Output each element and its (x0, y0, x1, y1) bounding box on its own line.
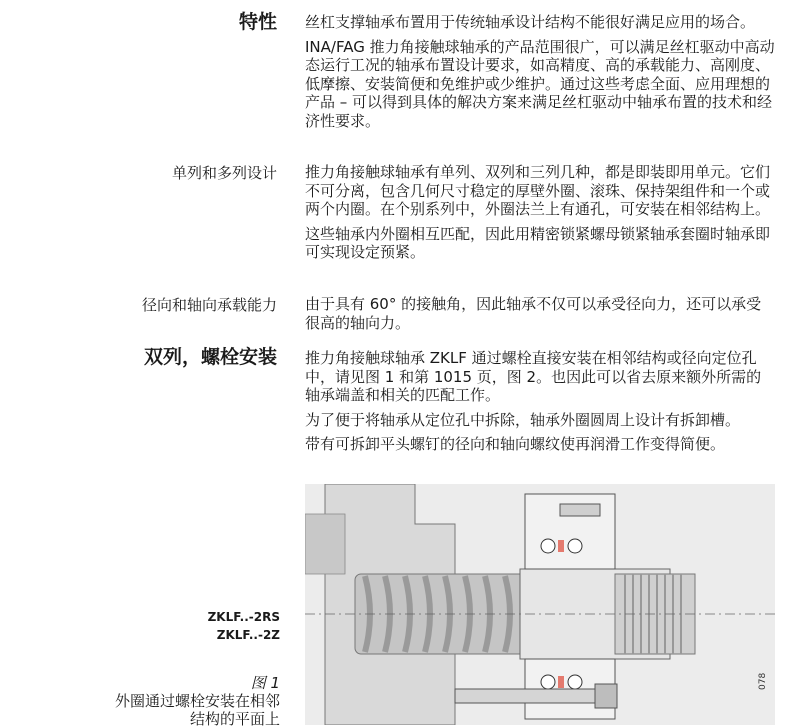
paragraph: 丝杠支撑轴承布置用于传统轴承设计结构不能很好满足应用的场合。 (305, 13, 756, 31)
paragraph: 由于具有 60° 的接触角，因此轴承不仅可以承受径向力，还可以承受很高的轴向力。 (305, 295, 762, 332)
section-body (305, 295, 775, 337)
caption-number: 图 1 (250, 674, 280, 692)
paragraph: 推力角接触球轴承 ZKLF 通过螺栓直接安装在相邻结构或径向定位孔中，请见图 1 和第 1015 页，图 2。也因此可以省去原来额外所需的轴承端盖和相关的匹配工作。 (305, 349, 762, 404)
paragraph: 为了便于将轴承从定位孔中拆除，轴承外圈圆周上设计有拆卸槽。 (305, 410, 741, 429)
figure-caption (110, 674, 280, 728)
designation-list (208, 608, 280, 644)
paragraph: 这些轴承内外圈相互匹配，因此用精密锁紧螺母锁紧轴承套圈时轴承即可实现设定预紧。 (305, 224, 771, 261)
paragraph: 推力角接触球轴承有单列、双列和三列几种，都是即装即用单元。它们不可分离，包含几何尺寸稳定的厚壁外圈、滚珠、保持架组件和一个或两个内圈。在个别系列中，外圈法兰上有通孔，可安装在相邻结构上。 (305, 163, 771, 218)
paragraph: 带有可拆卸平头螺钉的径向和轴向螺纹使再润滑工作变得简便。 (305, 435, 726, 453)
section-body (305, 13, 775, 135)
section-label: 特性 (238, 11, 277, 33)
designation-label: ZKLF..-2RS (207, 610, 280, 624)
bearing-cross-section (305, 484, 775, 725)
caption-text: 外圈通过螺栓安装在相邻结构的平面上 (114, 692, 280, 728)
paragraph: INA/FAG 推力角接触球轴承的产品范围很广，可以满足丝杠驱动中高动态运行工况的轴承布置设计要求，如高精度、高的承载能力、高刚度、低摩擦、安装简便和免维护或少维护。通过这些考虑全面、应用理想的产品 – 可以得到具体的解决方案来满足丝杠驱动中轴承布置的技术和经济性要求。 (305, 37, 775, 130)
section-body (305, 163, 775, 267)
designation-label: ZKLF..-2Z (216, 628, 280, 642)
section-label: 双列，螺栓安装 (143, 346, 277, 368)
image-id: 078 (758, 672, 768, 690)
bearing-drawing (305, 484, 775, 725)
section-label: 单列和多列设计 (171, 164, 277, 182)
section-label: 径向和轴向承载能力 (141, 296, 277, 314)
section-body (305, 349, 775, 459)
